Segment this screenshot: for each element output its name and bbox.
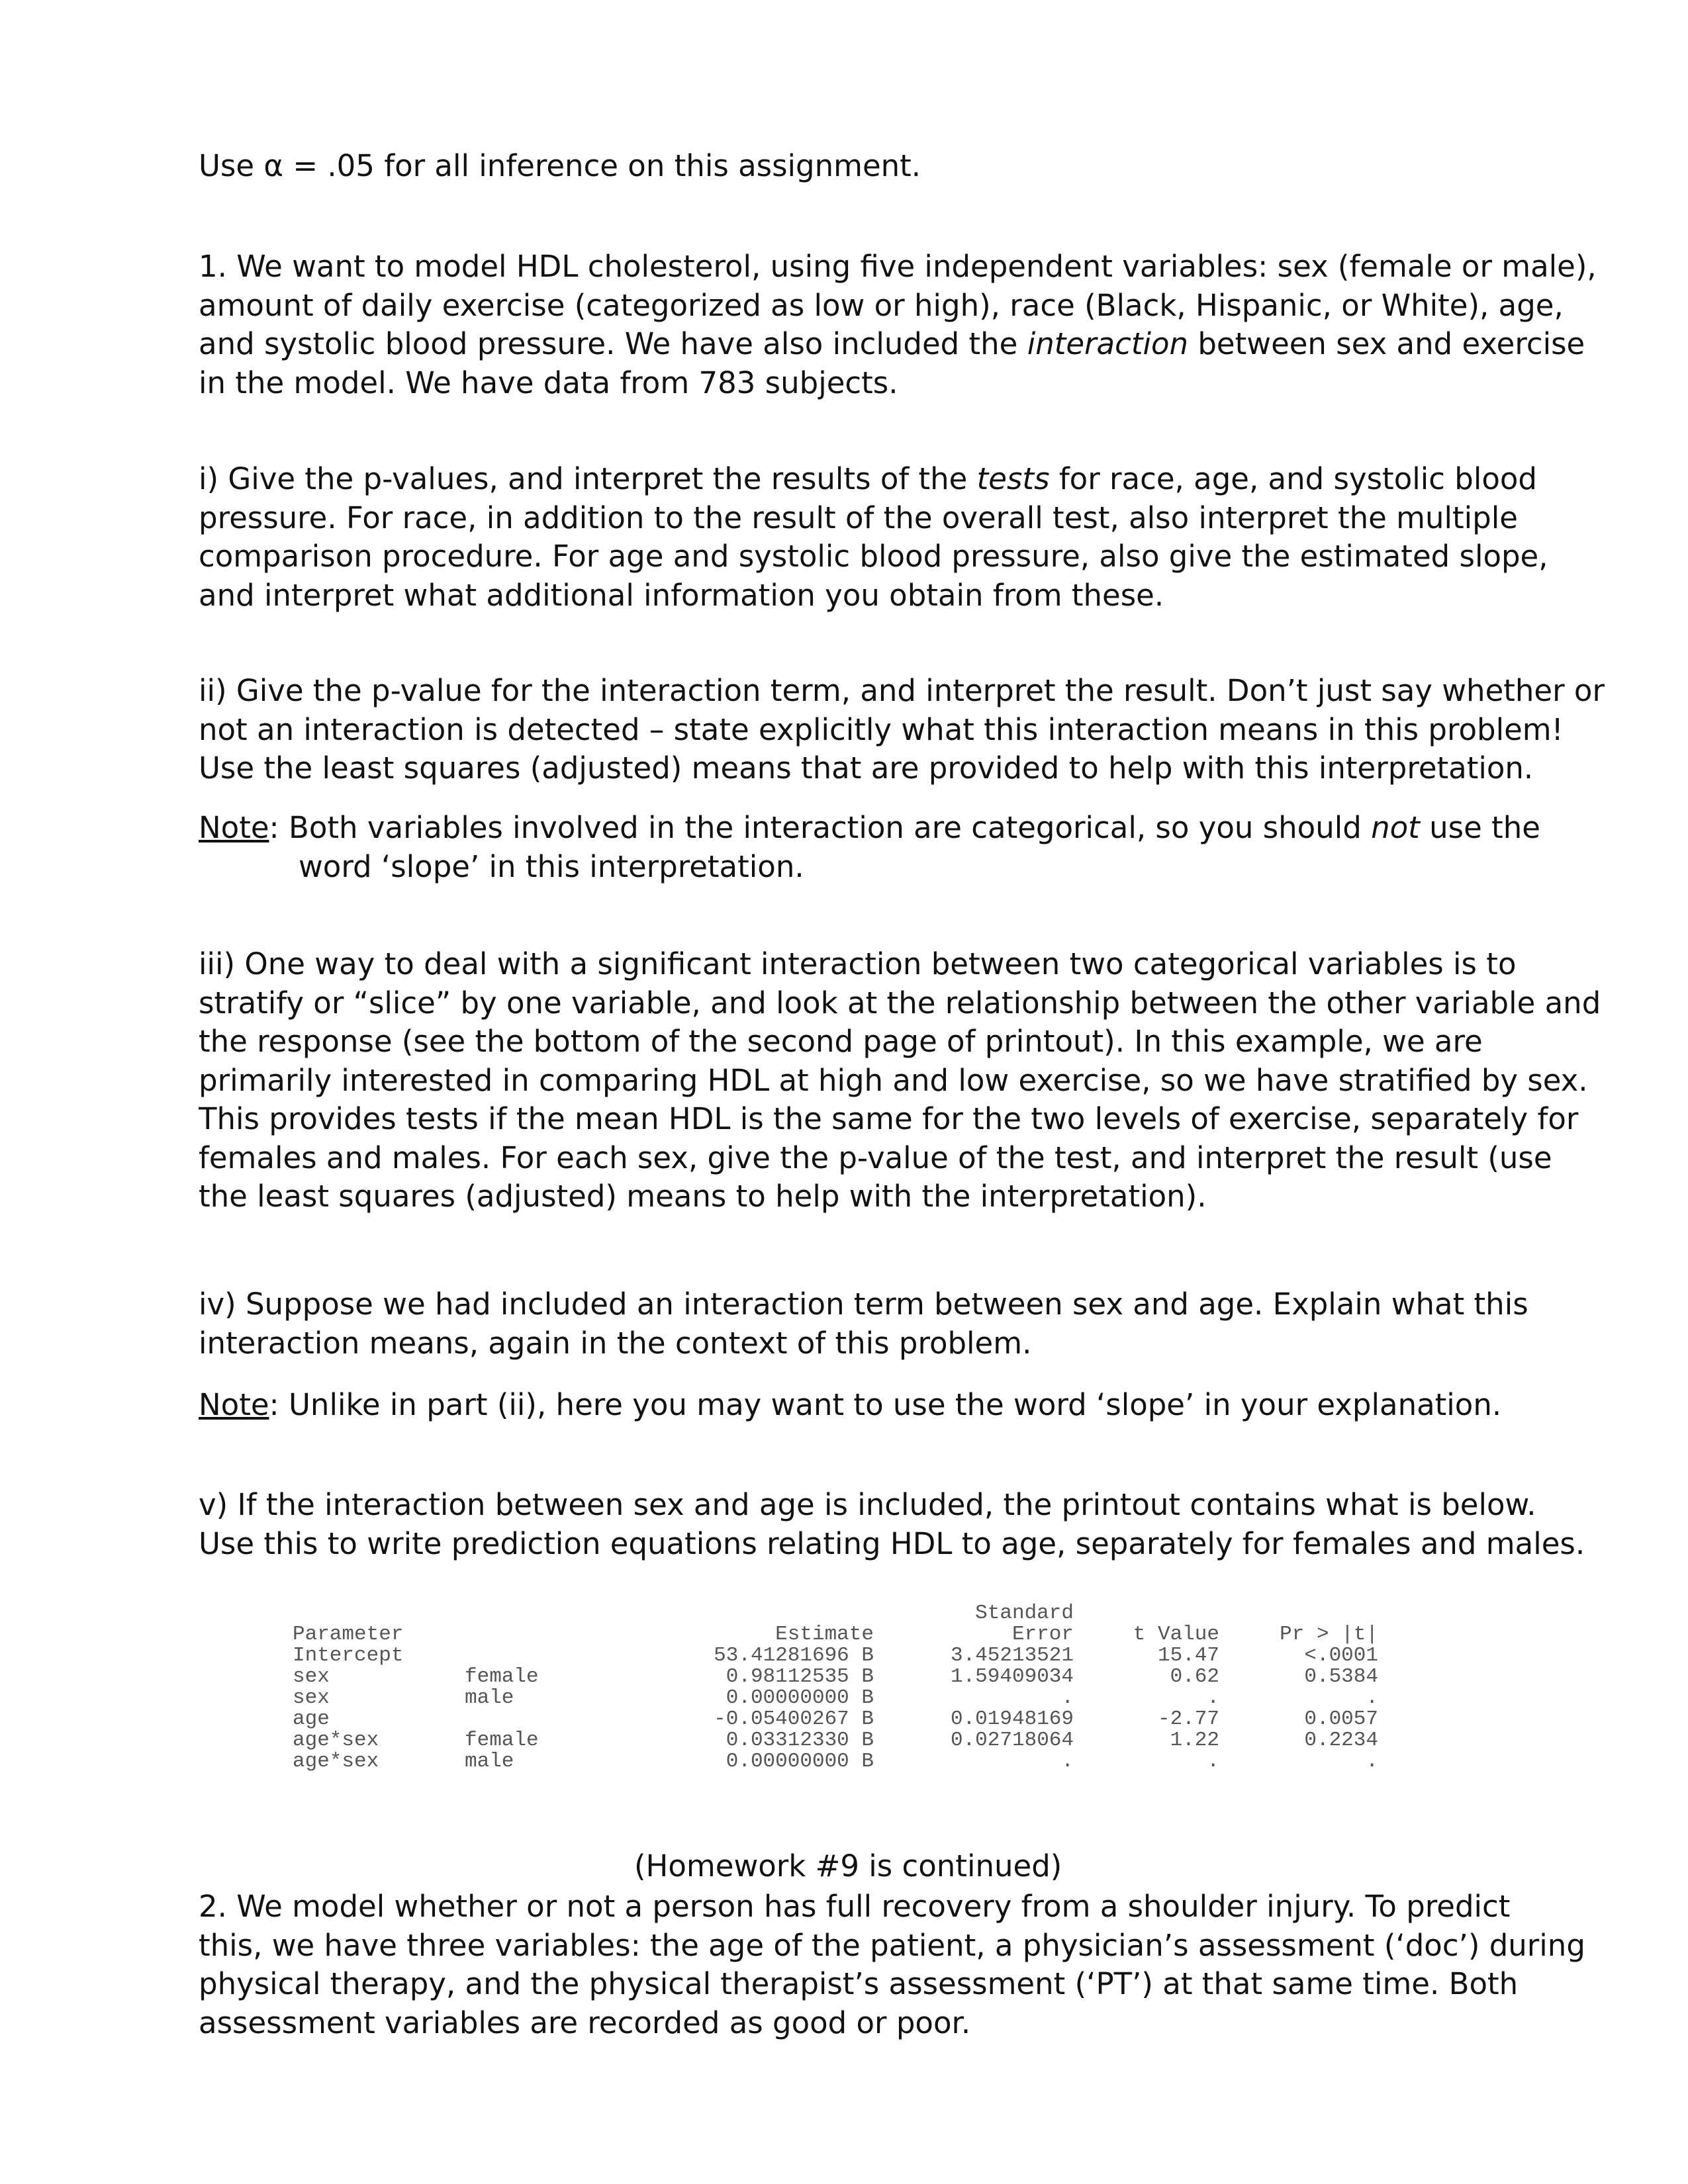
text-segment: primarily interested in comparing HDL at high and low exercise, so we have stratified by sex. [199, 1062, 1588, 1098]
text-segment: use the [1419, 810, 1540, 845]
cell-level: female [465, 1665, 539, 1688]
cell-std-error: 0.02718064 [950, 1729, 1074, 1752]
cell-t-value: -2.77 [1157, 1707, 1219, 1731]
cell-estimate: 0.00000000 B [726, 1686, 874, 1709]
text-segment: 1. We want to model HDL cholesterol, using five independent variables: sex (female or male), [199, 249, 1597, 284]
cell-t-value: . [1207, 1686, 1219, 1709]
text-segment: the response (see the bottom of the second page of printout). In this example, we are [199, 1024, 1483, 1059]
text-segment: = .05 for all inference on this assignment. [283, 148, 921, 183]
text-segment: interaction [1027, 326, 1189, 361]
cell-level: male [465, 1750, 514, 1773]
text-segment: assessment variables are recorded as good or poor. [199, 2005, 971, 2040]
text-segment: : Unlike in part (ii), here you may want to use the word ‘slope’ in your explanation. [269, 1387, 1502, 1422]
text-line [199, 1023, 1601, 1062]
part-i-text [199, 460, 1548, 615]
cell-estimate: 53.41281696 B [714, 1644, 874, 1667]
text-line [199, 325, 1597, 364]
header-p-value: Pr > |t| [1280, 1623, 1378, 1646]
text-segment: 2. We model whether or not a person has full recovery from a shoulder injury. To predict [199, 1889, 1511, 1924]
cell-p-value: <.0001 [1304, 1644, 1378, 1667]
text-segment: Use [199, 148, 264, 183]
text-line [199, 537, 1548, 576]
cell-estimate: -0.05400267 B [714, 1707, 874, 1731]
text-line [199, 1525, 1585, 1564]
text-line [199, 1139, 1601, 1178]
text-segment: word ‘slope’ in this interpretation. [299, 848, 804, 884]
note-label: Note [199, 1387, 269, 1422]
text-line [199, 460, 1548, 499]
text-segment: : Both variables involved in the interaction are categorical, so you should [269, 810, 1372, 845]
continued-text: (Homework #9 is continued) [634, 1848, 1062, 1884]
question-1-text [199, 248, 1597, 402]
text-segment: Use this to write prediction equations relating HDL to age, separately for females and males. [199, 1525, 1585, 1561]
cell-level: male [465, 1686, 514, 1709]
text-segment: iii) One way to deal with a significant interaction between two categorical variables is to [199, 946, 1517, 981]
text-line [199, 848, 1540, 887]
text-segment: iv) Suppose we had included an interaction term between sex and age. Explain what this [199, 1287, 1528, 1322]
part-ii-text [199, 672, 1605, 788]
text-segment: pressure. For race, in addition to the result of the overall test, also interpret the multiple [199, 500, 1518, 535]
text-line [199, 809, 1540, 848]
text-segment: interaction means, again in the context of this problem. [199, 1325, 1032, 1361]
text-line [199, 1062, 1601, 1101]
text-segment: the least squares (adjusted) means to help with the interpretation). [199, 1179, 1207, 1214]
cell-level: female [465, 1729, 539, 1752]
part-iv-note [199, 1386, 1501, 1425]
cell-parameter: age*sex [293, 1729, 379, 1752]
note-label: Note [199, 810, 269, 845]
text-line [199, 1888, 1585, 1927]
text-segment: in the model. We have data from 783 subjects. [199, 365, 898, 400]
cell-parameter: Intercept [293, 1644, 404, 1667]
text-line [199, 364, 1597, 403]
part-iv-text [199, 1285, 1528, 1363]
cell-p-value: . [1366, 1686, 1378, 1709]
text-segment: i) Give the p-values, and interpret the results of the [199, 461, 977, 496]
text-segment: and interpret what additional information you obtain from these. [199, 577, 1164, 613]
alpha-instruction [199, 147, 921, 186]
alpha-symbol: α [263, 148, 284, 183]
cell-t-value: 15.47 [1157, 1644, 1219, 1667]
text-line [199, 1965, 1585, 2004]
cell-parameter: sex [293, 1686, 330, 1709]
cell-p-value: 0.5384 [1304, 1665, 1378, 1688]
text-line [199, 749, 1605, 788]
cell-p-value: 0.0057 [1304, 1707, 1378, 1731]
text-segment: not an interaction is detected – state explicitly what this interaction means in this problem! [199, 711, 1564, 747]
question-2-text [199, 1888, 1585, 2042]
text-line [199, 711, 1605, 750]
text-segment: for race, age, and systolic blood [1049, 461, 1537, 496]
text-line [199, 499, 1548, 538]
cell-t-value: . [1207, 1750, 1219, 1773]
text-segment: comparison procedure. For age and systolic blood pressure, also give the estimated slope, [199, 539, 1548, 574]
text-line [199, 287, 1597, 326]
text-line [199, 1927, 1585, 1966]
cell-std-error: . [1061, 1686, 1074, 1709]
part-v-text [199, 1486, 1585, 1563]
text-segment: physical therapy, and the physical therapist’s assessment (‘PT’) at that same time. Both [199, 1966, 1519, 2001]
text-line [199, 1486, 1585, 1525]
header-t-value: t Value [1133, 1623, 1219, 1646]
cell-p-value: . [1366, 1750, 1378, 1773]
text-line [199, 1285, 1528, 1324]
text-line [199, 147, 921, 186]
continued-heading [634, 1847, 1062, 1886]
text-line [199, 945, 1601, 984]
text-line [199, 1100, 1601, 1139]
cell-parameter: sex [293, 1665, 330, 1688]
cell-std-error: 1.59409034 [950, 1665, 1074, 1688]
text-line [199, 984, 1601, 1023]
cell-parameter: age [293, 1707, 330, 1731]
text-segment: between sex and exercise [1188, 326, 1585, 361]
text-line [199, 2004, 1585, 2043]
text-line [199, 1324, 1528, 1363]
part-iii-text [199, 945, 1601, 1216]
header-parameter: Parameter [293, 1623, 404, 1646]
cell-estimate: 0.98112535 B [726, 1665, 874, 1688]
text-segment: stratify or “slice” by one variable, and look at the relationship between the other variable and [199, 985, 1601, 1021]
text-line [199, 248, 1597, 287]
cell-estimate: 0.00000000 B [726, 1750, 874, 1773]
text-segment: This provides tests if the mean HDL is the same for the two levels of exercise, separately for [199, 1101, 1579, 1136]
cell-std-error: 3.45213521 [950, 1644, 1074, 1667]
text-segment: this, we have three variables: the age of the patient, a physician’s assessment (‘doc’) during [199, 1927, 1585, 1963]
text-segment: v) If the interaction between sex and age is included, the printout contains what is below. [199, 1487, 1536, 1522]
cell-parameter: age*sex [293, 1750, 379, 1773]
cell-p-value: 0.2234 [1304, 1729, 1378, 1752]
text-segment: females and males. For each sex, give the p-value of the test, and interpret the result (use [199, 1140, 1552, 1175]
cell-std-error: . [1061, 1750, 1074, 1773]
text-line [199, 672, 1605, 711]
part-ii-note [199, 809, 1540, 886]
text-line [199, 576, 1548, 615]
text-segment: ii) Give the p-value for the interaction term, and interpret the result. Don’t just say whether or [199, 673, 1605, 708]
text-segment: and systolic blood pressure. We have also included the [199, 326, 1027, 361]
header-std-error: Error [1011, 1623, 1074, 1646]
cell-std-error: 0.01948169 [950, 1707, 1074, 1731]
cell-t-value: 0.62 [1170, 1665, 1219, 1688]
cell-t-value: 1.22 [1170, 1729, 1219, 1752]
text-segment: not [1371, 810, 1420, 845]
text-segment: tests [976, 461, 1050, 496]
cell-estimate: 0.03312330 B [726, 1729, 874, 1752]
text-line [199, 1177, 1601, 1216]
header-standard: Standard [975, 1602, 1074, 1625]
text-line [199, 1386, 1501, 1425]
text-segment: Use the least squares (adjusted) means that are provided to help with this interpretation. [199, 751, 1534, 786]
header-estimate: Estimate [775, 1623, 874, 1646]
text-segment: amount of daily exercise (categorized as low or high), race (Black, Hispanic, or White), age, [199, 287, 1564, 323]
